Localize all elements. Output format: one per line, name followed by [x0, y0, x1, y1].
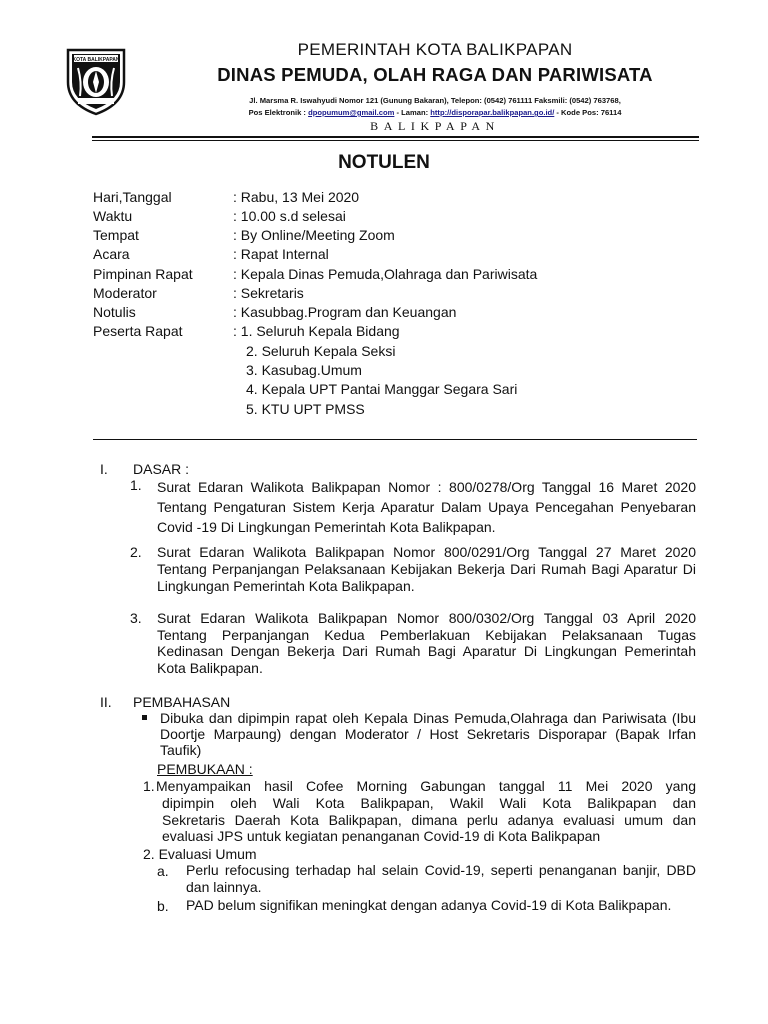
point-line: Sekretaris Daerah Kota Balikpapan, dimana perlu adanya evaluasi umum dan [162, 812, 696, 828]
city-name: BALIKPAPAN [370, 119, 500, 133]
info-value: : Kasubbag.Program dan Keuangan [233, 304, 457, 320]
point-number: 1. [143, 778, 155, 794]
point-line: dipimpin oleh Wali Kota Balikpapan, Wakil Wali Kota Balikpapan dan [162, 795, 696, 811]
contact-suffix: - Kode Pos: 76114 [554, 108, 622, 117]
info-row [93, 245, 329, 264]
attendee-item: 3. Kasubag.Umum [246, 362, 362, 378]
info-value: : 1. Seluruh Kepala Bidang [233, 323, 400, 339]
info-value: : Rabu, 13 Mei 2020 [233, 189, 360, 205]
legal-basis-item: Surat Edaran Walikota Balikpapan Nomor : 800/0278/Org Tanggal 16 Maret 2020 Tentang Pengaturan Sistem Kerja Aparatur Dalam Upaya Pencegahan Penyebaran Covid -19 Di Lingkungan Pemerintah Kota Balikpapan. [157, 479, 696, 535]
attendee-item: 4. Kepala UPT Pantai Manggar Segara Sari [246, 381, 518, 397]
section-number: I. [100, 461, 108, 477]
address-line: Jl. Marsma R. Iswahyudi Nomor 121 (Gunung Bakaran), Telepon: (0542) 761111 Faksmili: (0542) 763768, [249, 96, 621, 105]
section-title: PEMBAHASAN [133, 694, 231, 710]
department-name: DINAS PEMUDA, OLAH RAGA DAN PARIWISATA [217, 64, 653, 85]
info-row [93, 226, 395, 245]
subpoint-letter: a. [157, 863, 169, 879]
info-label: Acara [93, 246, 130, 262]
letterhead-divider-thin [92, 140, 699, 141]
info-value: : Rapat Internal [233, 246, 329, 262]
item-number: 3. [130, 610, 142, 626]
legal-basis-item: Surat Edaran Walikota Balikpapan Nomor 800/0291/Org Tanggal 27 Maret 2020 Tentang Perpanjangan Pelaksanaan Kebijakan Bekerja Dari Rumah Bagi Aparatur Di Lingkungan Pemerintah Kota Balikpapan. [157, 544, 696, 594]
info-label: Waktu [93, 208, 133, 224]
info-label: Peserta Rapat [93, 323, 183, 339]
item-number: 1. [130, 477, 142, 493]
info-value: : 10.00 s.d selesai [233, 208, 346, 224]
contact-mid: - Laman: [394, 108, 431, 117]
contact-prefix: Pos Elektronik : [248, 108, 309, 117]
item-number: 2. [130, 544, 142, 560]
section-title: DASAR : [133, 461, 190, 477]
letterhead-divider [92, 136, 699, 138]
info-row [93, 303, 456, 322]
info-row [93, 207, 346, 226]
info-row [93, 322, 400, 341]
section-number: II. [100, 694, 112, 710]
info-row [93, 284, 304, 303]
info-label: Pimpinan Rapat [93, 266, 193, 282]
info-value: : Sekretaris [233, 285, 304, 301]
contact-line [170, 108, 700, 117]
government-name: PEMERINTAH KOTA BALIKPAPAN [297, 40, 573, 59]
subpoint-letter: b. [157, 898, 169, 914]
subpoint-text: Perlu refocusing terhadap hal selain Covid-19, seperti penanganan banjir, DBD dan lainnya. [186, 862, 696, 895]
point-line: Menyampaikan hasil Cofee Morning Gabungan tanggal 11 Mei 2020 yang [156, 778, 696, 794]
website-link[interactable]: http://disporapar.balikpapan.go.id/ [430, 108, 555, 117]
opening-heading: PEMBUKAAN : [157, 761, 253, 777]
evaluation-heading: 2. Evaluasi Umum [143, 846, 257, 862]
legal-basis-item: Surat Edaran Walikota Balikpapan Nomor 800/0302/Org Tanggal 03 April 2020 Tentang Perpanjangan Kedua Pemberlakuan Kebijakan Pelaksanaan Tugas Kedinasan Dengan Bekerja Dari Rumah Bagi Aparatur Di Lingkungan Pemerintah Kota Balikpapan. [157, 610, 696, 676]
info-row [93, 188, 359, 207]
subpoint-text: PAD belum signifikan meningkat dengan adanya Covid-19 di Kota Balikpapan. [186, 897, 672, 913]
point-line: evaluasi JPS untuk kegiatan penanganan Covid-19 di Kota Balikpapan [162, 828, 601, 844]
info-row [93, 265, 537, 284]
email-link[interactable]: dpopumum@gmail.com [308, 108, 395, 117]
info-label: Moderator [93, 285, 157, 301]
section-divider [93, 439, 697, 440]
logo-text: KOTA BALIKPAPAN [72, 57, 120, 63]
info-label: Hari,Tanggal [93, 189, 172, 205]
document-title: NOTULEN [338, 152, 430, 173]
city-coat-of-arms-icon [64, 42, 128, 116]
attendee-item: 5. KTU UPT PMSS [246, 401, 365, 417]
info-value: : By Online/Meeting Zoom [233, 227, 395, 243]
bullet-icon [142, 715, 147, 720]
info-value: : Kepala Dinas Pemuda,Olahraga dan Pariwisata [233, 266, 538, 282]
info-label: Notulis [93, 304, 136, 320]
attendee-item: 2. Seluruh Kepala Seksi [246, 343, 396, 359]
opening-summary: Dibuka dan dipimpin rapat oleh Kepala Dinas Pemuda,Olahraga dan Pariwisata (Ibu Doortje Marpaung) dengan Moderator / Host Sekretaris Disporapar (Bapak Irfan Taufik) [160, 710, 696, 758]
info-label: Tempat [93, 227, 139, 243]
